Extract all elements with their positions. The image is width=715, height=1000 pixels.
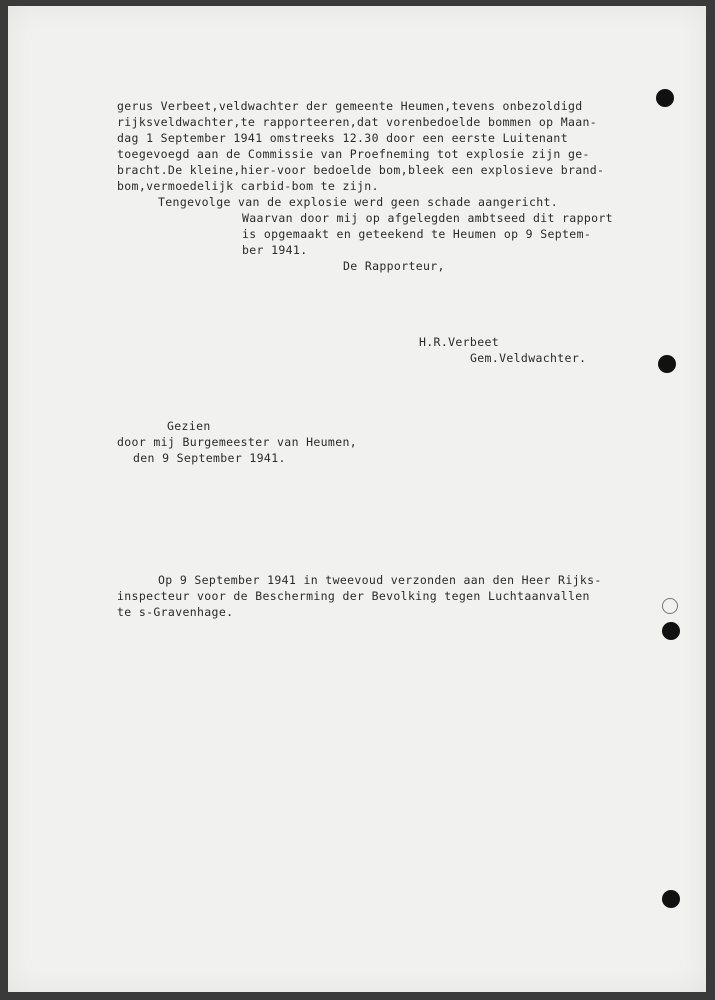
text-line: ber 1941. — [242, 243, 308, 257]
text-line: is opgemaakt en geteekend te Heumen op 9 Septem- — [242, 227, 592, 241]
text-line: toegevoegd aan de Commissie van Proefneming tot explosie zijn ge- — [117, 147, 590, 161]
punch-hole-outline — [662, 598, 678, 614]
punch-hole — [656, 89, 674, 107]
rapporteur-label: De Rapporteur, — [343, 259, 445, 273]
dispatch-line: Op 9 September 1941 in tweevoud verzonden aan den Heer Rijks- — [158, 573, 602, 587]
text-line: Waarvan door mij op afgelegden ambtseed dit rapport — [242, 211, 613, 225]
document-page — [8, 6, 706, 992]
text-line: dag 1 September 1941 omstreeks 12.30 door een eerste Luitenant — [117, 131, 568, 145]
text-line: gerus Verbeet,veldwachter der gemeente Heumen,tevens onbezoldigd — [117, 99, 583, 113]
signatory-title: Gem.Veldwachter. — [470, 351, 587, 365]
punch-hole — [662, 622, 680, 640]
text-line: bracht.De kleine,hier-voor bedoelde bom,bleek een explosieve brand- — [117, 163, 605, 177]
dispatch-line: inspecteur voor de Bescherming der Bevolking tegen Luchtaanvallen — [117, 589, 590, 603]
seen-label: Gezien — [167, 419, 211, 433]
text-line: bom,vermoedelijk carbid-bom te zijn. — [117, 179, 379, 193]
text-line: Tengevolge van de explosie werd geen schade aangericht. — [158, 195, 559, 209]
punch-hole — [662, 890, 680, 908]
signatory-name: H.R.Verbeet — [419, 335, 500, 349]
dispatch-line: te s-Gravenhage. — [117, 605, 234, 619]
punch-hole — [658, 355, 676, 373]
seen-line: door mij Burgemeester van Heumen, — [117, 435, 358, 449]
seen-line: den 9 September 1941. — [133, 451, 286, 465]
text-line: rijksveldwachter,te rapporteeren,dat vorenbedoelde bommen op Maan- — [117, 115, 598, 129]
